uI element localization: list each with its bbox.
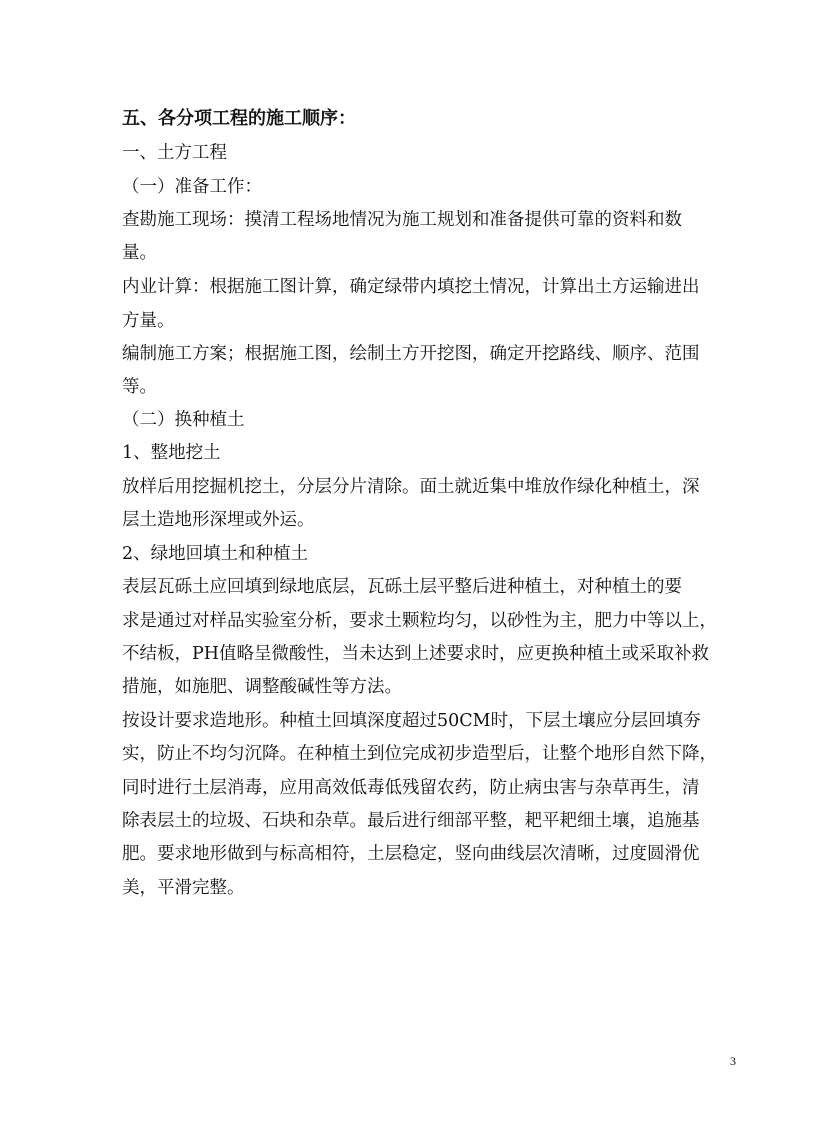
paragraph-line: 实，防止不均匀沉降。在种植土到位完成初步造型后，让整个地形自然下降， [122,744,717,764]
paragraph-line: 不结板，PH值略呈微酸性，当未达到上述要求时，应更换种植土或采取补救 [122,644,710,664]
paragraph-line: 等。 [122,377,157,397]
paragraph-line: 层土造地形深埋或外运。 [122,510,315,530]
subsection-title-preparation: （一）准备工作： [122,177,262,197]
paragraph-line: 量。 [122,243,157,263]
paragraph-line: 同时进行土层消毒，应用高效低毒低残留农药，防止病虫害与杂草再生，清 [122,778,700,798]
paragraph-line: 内业计算：根据施工图计算，确定绿带内填挖土情况，计算出土方运输进出 [122,277,700,297]
section-heading: 五、各分项工程的施工顺序： [122,108,356,129]
paragraph-line: 除表层土的垃圾、石块和杂草。最后进行细部平整，耙平耙细土壤，追施基 [122,811,700,831]
paragraph-line: 放样后用挖掘机挖土，分层分片清除。面土就近集中堆放作绿化种植土，深 [122,477,700,497]
paragraph-line: 编制施工方案；根据施工图，绘制土方开挖图，确定开挖路线、顺序、范围 [122,344,700,364]
subsection-title-earthwork: 一、土方工程 [122,143,227,163]
item-title-grading: 1、整地挖土 [122,443,221,463]
paragraph-line: 方量。 [122,311,175,331]
paragraph-line: 求是通过对样品实验室分析，要求土颗粒均匀，以砂性为主，肥力中等以上， [122,611,717,631]
item-title-backfill: 2、绿地回填土和种植土 [122,544,309,564]
paragraph-line: 查勘施工现场：摸清工程场地情况为施工规划和准备提供可靠的资料和数 [122,210,682,230]
paragraph-line: 美，平滑完整。 [122,878,245,898]
paragraph-line: 表层瓦砾土应回填到绿地底层，瓦砾土层平整后进种植土，对种植土的要 [122,577,682,597]
paragraph-line: 按设计要求造地形。种植土回填深度超过50CM时，下层土壤应分层回填夯 [122,711,701,731]
paragraph-line: 措施，如施肥、调整酸碱性等方法。 [122,677,402,697]
page-number: 3 [730,1054,736,1068]
subsection-title-soil-replacement: （二）换种植土 [122,410,245,430]
paragraph-line: 肥。要求地形做到与标高相符，土层稳定，竖向曲线层次清晰，过度圆滑优 [122,844,700,864]
